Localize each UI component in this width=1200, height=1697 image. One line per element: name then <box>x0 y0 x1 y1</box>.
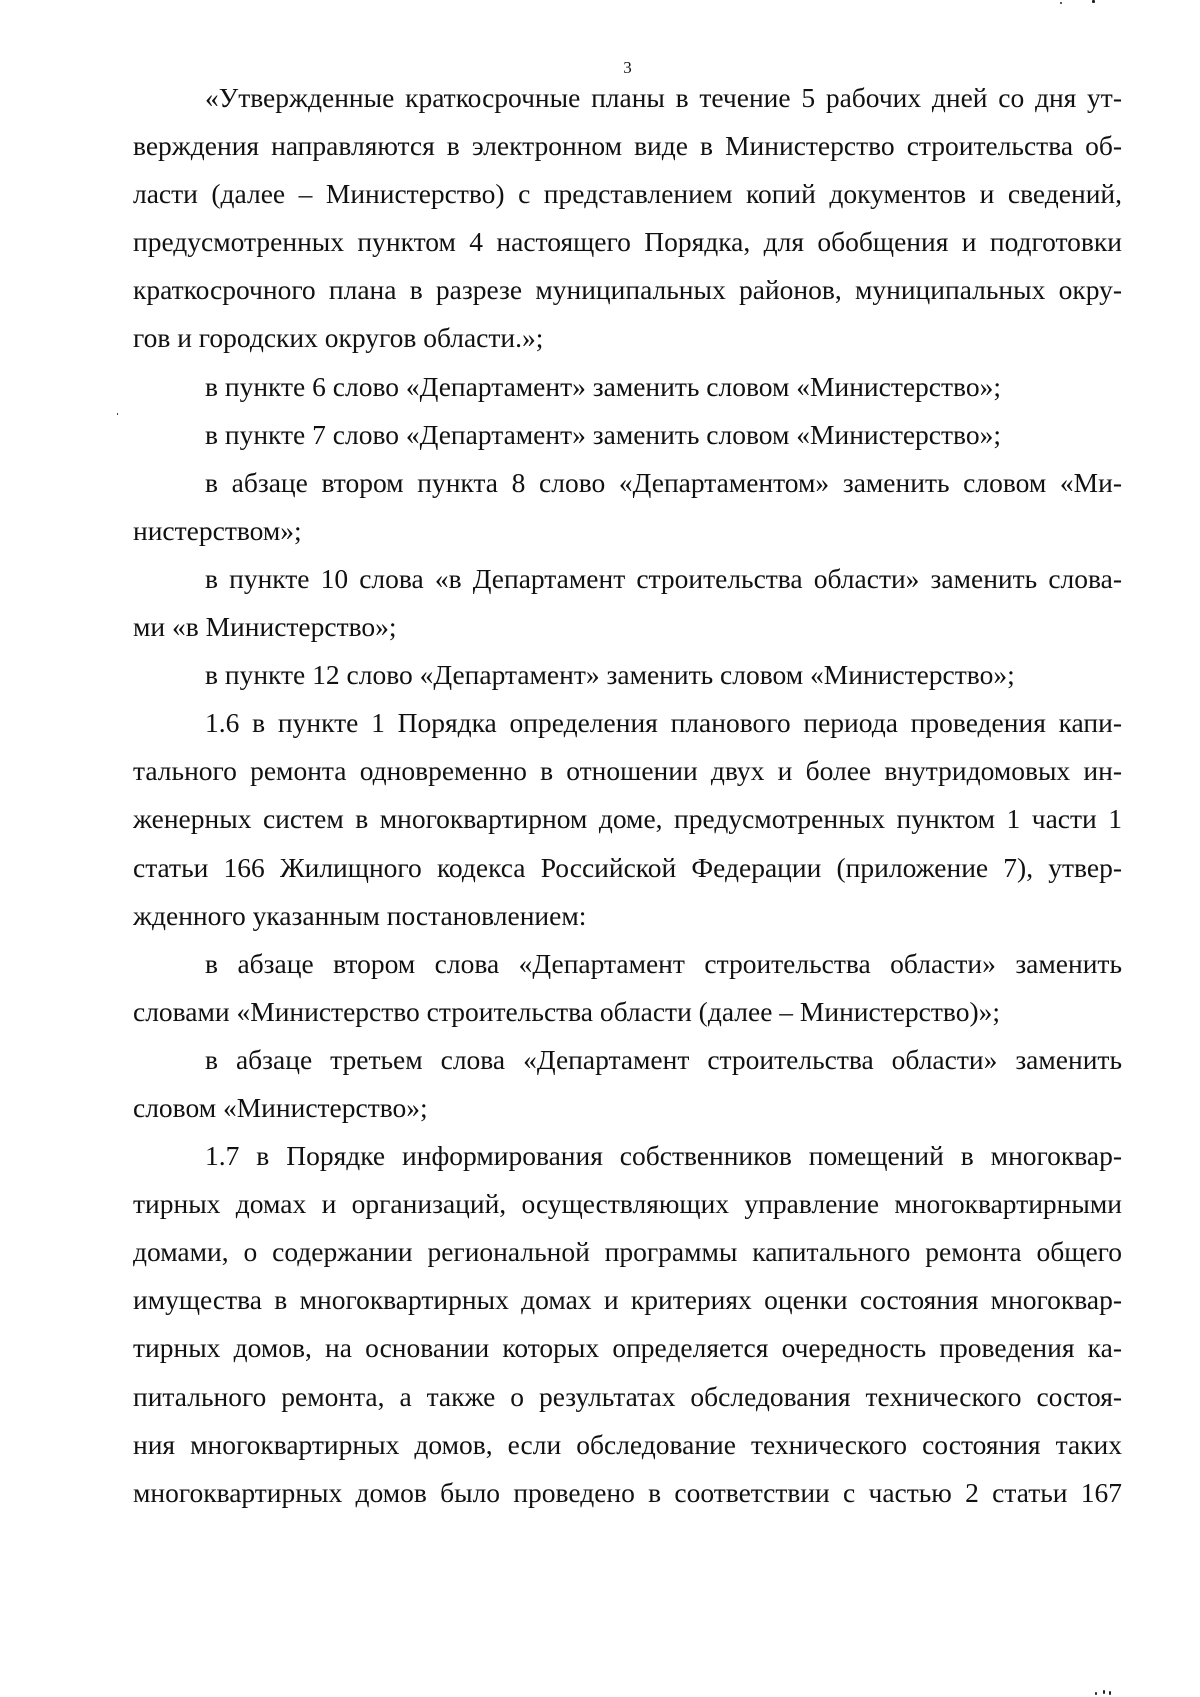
text-line: многоквартирных домов было проведено в соответствии с частью 2 статьи 167 <box>133 1476 1122 1508</box>
text-line: тирных домах и организаций, осуществляющих управление многоквартирными <box>133 1188 1122 1220</box>
text-line: словом «Министерство»; <box>133 1091 428 1123</box>
text-line: в абзаце втором пункта 8 слово «Департаментом» заменить словом «Ми- <box>205 466 1122 498</box>
text-line: ния многоквартирных домов, если обследование технического состояния таких <box>133 1428 1122 1460</box>
text-line: верждения направляются в электронном виде в Министерство строительства об- <box>133 130 1122 162</box>
text-line: жденного указанным постановлением: <box>133 899 587 931</box>
text-line: в абзаце третьем слова «Департамент строительства области» заменить <box>205 1043 1122 1075</box>
text-line: краткосрочного плана в разрезе муниципальных районов, муниципальных окру- <box>133 274 1122 306</box>
text-line: тирных домов, на основании которых определяется очередность проведения ка- <box>133 1332 1122 1364</box>
text-line: словами «Министерство строительства области (далее – Министерство)»; <box>133 995 1001 1027</box>
scan-mark <box>1109 1691 1111 1695</box>
text-line: в пункте 10 слова «в Департамент строительства области» заменить слова- <box>205 562 1122 594</box>
text-line: «Утвержденные краткосрочные планы в течение 5 рабочих дней со дня ут- <box>205 82 1122 113</box>
text-line: женерных систем в многоквартирном доме, предусмотренных пунктом 1 части 1 <box>133 803 1122 835</box>
body-text <box>133 74 1122 1517</box>
text-line: в пункте 12 слово «Департамент» заменить словом «Министерство»; <box>205 659 1015 691</box>
text-line: ми «в Министерство»; <box>133 611 397 643</box>
scan-mark <box>1092 0 1095 3</box>
text-line: в пункте 7 слово «Департамент» заменить словом «Министерство»; <box>205 418 1001 450</box>
scan-mark <box>1103 1690 1105 1694</box>
page-number: 3 <box>623 58 632 77</box>
scan-mark <box>117 413 118 415</box>
scan-mark <box>1095 1692 1097 1695</box>
text-line: статьи 166 Жилищного кодекса Российской Федерации (приложение 7), утвер- <box>133 851 1122 883</box>
text-line: ласти (далее – Министерство) с представлением копий документов и сведений, <box>133 178 1122 210</box>
text-line: гов и городских округов области.»; <box>133 322 544 354</box>
text-line: предусмотренных пунктом 4 настоящего Порядка, для обобщения и подготовки <box>133 226 1122 258</box>
text-line: в пункте 6 слово «Департамент» заменить словом «Министерство»; <box>205 370 1001 402</box>
text-line: тального ремонта одновременно в отношении двух и более внутридомовых ин- <box>133 755 1122 787</box>
text-line: домами, о содержании региональной программы капитального ремонта общего <box>133 1236 1122 1268</box>
text-line: в абзаце втором слова «Департамент строительства области» заменить <box>205 947 1122 979</box>
text-line: нистерством»; <box>133 514 302 546</box>
scan-mark <box>1060 2 1062 4</box>
text-line: имущества в многоквартирных домах и критериях оценки состояния многоквар- <box>133 1284 1122 1316</box>
text-line: 1.7 в Порядке информирования собственников помещений в многоквар- <box>205 1140 1122 1172</box>
text-line: питального ремонта, а также о результатах обследования технического состоя- <box>133 1380 1122 1412</box>
text-line: 1.6 в пункте 1 Порядка определения планового периода проведения капи- <box>205 707 1122 739</box>
